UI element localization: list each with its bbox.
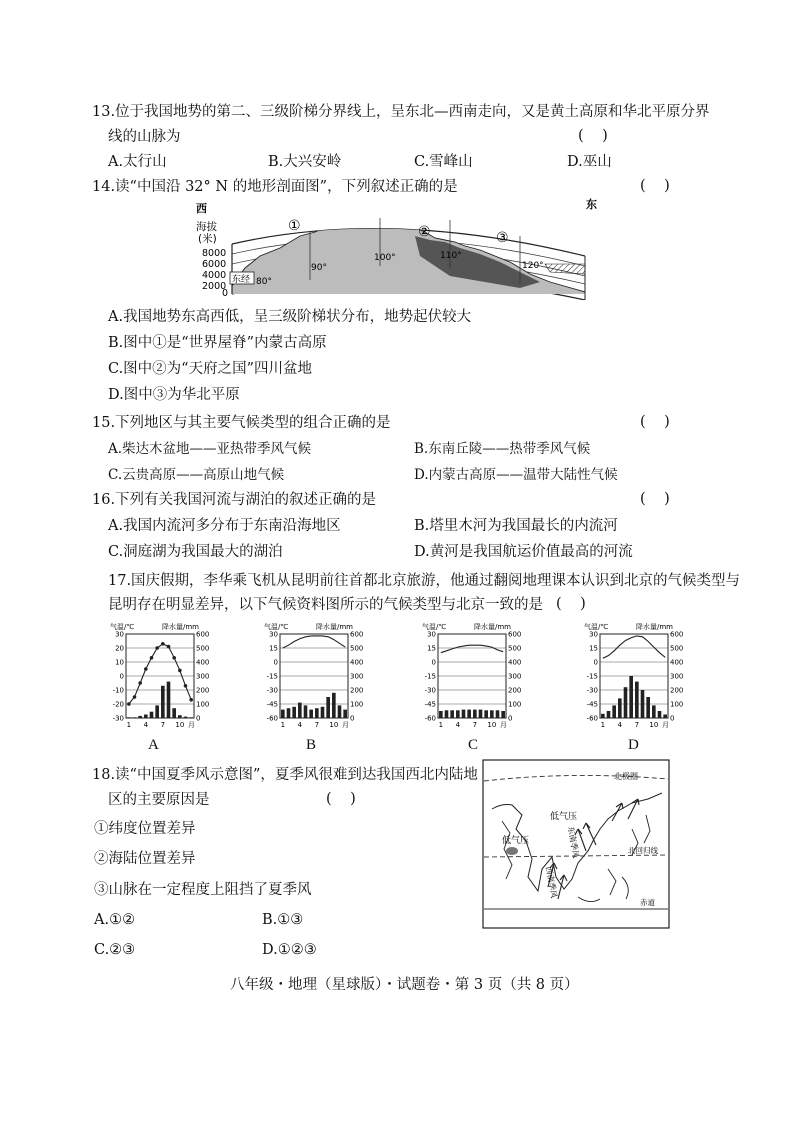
- temp-tick-label: -45: [586, 700, 598, 709]
- precip-bar: [456, 710, 460, 718]
- precip-tick-label: 0: [508, 714, 513, 723]
- precip-bar: [641, 690, 645, 718]
- precip-bar: [607, 711, 611, 718]
- precip-bar: [315, 708, 319, 718]
- temp-tick-label: -45: [266, 700, 278, 709]
- precip-bar: [445, 710, 449, 718]
- q13-answer-paren[interactable]: ( ): [578, 128, 608, 144]
- precip-tick-label: 0: [196, 714, 201, 723]
- precip-tick-label: 100: [508, 700, 522, 709]
- q18-stem-line1: 18.读“中国夏季风示意图”，夏季风很难到达我国西北内陆地: [92, 767, 478, 783]
- month-tick-label: 7: [634, 721, 640, 729]
- month-tick-label: 4: [143, 721, 149, 729]
- precip-bar: [439, 711, 443, 718]
- precip-bar: [184, 717, 188, 718]
- temp-tick-label: 10: [115, 658, 124, 667]
- xtick-90: 90°: [311, 263, 327, 273]
- month-tick-label: 4: [617, 721, 623, 729]
- climate-chart-c: [420, 620, 532, 732]
- precip-tick-label: 200: [196, 686, 210, 695]
- q16-option-b: B.塔里木河为我国最长的内流河: [414, 518, 618, 534]
- month-tick-label: 1: [280, 721, 286, 729]
- temperature-point: [150, 656, 154, 660]
- q16-option-c: C.洞庭湖为我国最大的湖泊: [108, 544, 283, 560]
- month-tick-label: 10: [175, 721, 185, 729]
- precip-bar: [467, 710, 471, 718]
- q15-option-d: D.内蒙古高原——温带大陆性气候: [414, 467, 618, 483]
- temp-tick-label: 15: [269, 644, 278, 653]
- month-tick-label: 4: [297, 721, 303, 729]
- temp-tick-label: -30: [586, 686, 598, 695]
- chart-label-a: A: [148, 737, 159, 753]
- precip-bar: [298, 703, 302, 718]
- temp-tick-label: 0: [593, 658, 598, 667]
- month-tick-label: 7: [314, 721, 320, 729]
- longitude-prefix: 东经: [232, 275, 251, 285]
- xtick-110: 110°: [440, 251, 462, 261]
- precip-bar: [321, 707, 325, 718]
- q18-item-1: ①纬度位置差异: [94, 821, 196, 837]
- month-tick-label: 7: [160, 721, 166, 729]
- temperature-point: [144, 667, 148, 671]
- precip-tick-label: 100: [350, 700, 364, 709]
- precip-tick-label: 100: [670, 700, 684, 709]
- low-pressure-label-1: 低气压: [550, 812, 578, 822]
- xtick-80: 80°: [256, 277, 272, 287]
- precip-tick-label: 400: [508, 658, 522, 667]
- temp-tick-label: -30: [266, 686, 278, 695]
- precip-bar: [292, 707, 296, 718]
- q18-stem-line2: 区的主要原因是: [108, 792, 210, 808]
- chart-label-b: B: [306, 737, 317, 753]
- temperature-point: [155, 646, 159, 650]
- precip-bar: [161, 686, 165, 718]
- precip-tick-label: 300: [196, 672, 210, 681]
- q14-option-d: D.图中③为华北平原: [108, 387, 240, 403]
- precip-axis-title: 降水量/mm: [162, 623, 199, 631]
- low-pressure-label-2: 低气压: [502, 836, 530, 846]
- month-unit-label: 月: [662, 721, 669, 729]
- precip-bar: [338, 705, 342, 718]
- precip-bar: [138, 716, 142, 718]
- temperature-point: [178, 669, 182, 673]
- q16-option-d: D.黄河是我国航运价值最高的河流: [414, 544, 633, 560]
- ytick-6000: 6000: [202, 259, 227, 270]
- temp-tick-label: -60: [424, 714, 436, 723]
- precip-bar: [496, 710, 500, 718]
- precip-tick-label: 300: [670, 672, 684, 681]
- q16-option-a: A.我国内流河多分布于东南沿海地区: [108, 518, 341, 534]
- precip-bar: [501, 711, 505, 718]
- precip-axis-title: 降水量/mm: [474, 623, 511, 631]
- precip-bar: [462, 710, 466, 718]
- q14-stem: 14.读“中国沿 32° N 的地形剖面图”，下列叙述正确的是: [92, 179, 458, 195]
- southwest-monsoon-label: 西南季风: [544, 865, 559, 899]
- xtick-120: 120°: [522, 261, 544, 271]
- q16-answer-paren[interactable]: ( ): [640, 491, 670, 507]
- precip-tick-label: 600: [350, 630, 364, 639]
- summer-monsoon-map: [482, 759, 670, 929]
- elevation-unit: (米): [198, 233, 217, 245]
- xtick-100: 100°: [374, 253, 396, 263]
- q14-option-c: C.图中②为“天府之国”四川盆地: [108, 361, 313, 377]
- q18-option-b: B.①③: [262, 912, 304, 928]
- precip-bar: [144, 715, 148, 719]
- month-tick-label: 10: [649, 721, 659, 729]
- temp-tick-label: -15: [586, 672, 598, 681]
- temperature-point: [184, 684, 188, 688]
- precip-tick-label: 600: [670, 630, 684, 639]
- precip-tick-label: 500: [508, 644, 522, 653]
- temp-tick-label: -20: [112, 700, 124, 709]
- precip-tick-label: 500: [670, 644, 684, 653]
- q18-item-3: ③山脉在一定程度上阻挡了夏季风: [94, 882, 312, 898]
- precip-bar: [326, 697, 330, 718]
- ytick-0: 0: [222, 288, 229, 299]
- precip-bar: [281, 710, 285, 718]
- tropic-label: 北回归线: [628, 846, 658, 855]
- temp-tick-label: 20: [115, 644, 124, 653]
- east-label: 东: [586, 198, 597, 211]
- precip-tick-label: 200: [350, 686, 364, 695]
- q17-answer-paren[interactable]: ( ): [556, 596, 586, 612]
- temp-axis-title: 气温/℃: [422, 623, 447, 631]
- precip-bar: [479, 710, 483, 718]
- temp-tick-label: 0: [431, 658, 436, 667]
- precip-bar: [172, 708, 176, 718]
- precip-bar: [663, 715, 667, 719]
- ytick-2000: 2000: [202, 281, 227, 292]
- q18-option-c: C.②③: [94, 942, 136, 958]
- month-unit-label: 月: [500, 721, 507, 729]
- precip-bar: [178, 715, 182, 718]
- temp-tick-label: 30: [427, 630, 436, 639]
- precip-bar: [601, 714, 605, 718]
- q16-stem: 16.下列有关我国河流与湖泊的叙述正确的是: [92, 492, 377, 508]
- temperature-line: [283, 636, 345, 648]
- precip-bar: [652, 705, 656, 718]
- precip-bar: [484, 710, 488, 718]
- temp-tick-label: -10: [112, 686, 124, 695]
- precip-bar: [658, 711, 662, 718]
- q14-answer-paren[interactable]: ( ): [640, 178, 670, 194]
- precip-tick-label: 0: [350, 714, 355, 723]
- q13-option-d: D.巫山: [567, 154, 612, 170]
- marker-2: ②: [418, 224, 431, 240]
- precip-bar: [287, 708, 291, 718]
- temperature-point: [167, 645, 171, 649]
- q15-option-a: A.柴达木盆地——亚热带季风气候: [108, 441, 312, 457]
- q15-option-c: C.云贵高原——高原山地气候: [108, 467, 285, 483]
- precip-tick-label: 600: [196, 630, 210, 639]
- temperature-line: [441, 645, 503, 653]
- q14-option-a: A.我国地势东高西低，呈三级阶梯状分布，地势起伏较大: [108, 309, 472, 325]
- temp-axis-title: 气温/℃: [584, 623, 609, 631]
- q17-stem-line1: 17.国庆假期，李华乘飞机从昆明前往首都北京旅游，他通过翻阅地理课本认识到北京的气候类型与: [108, 573, 741, 589]
- q18-answer-paren[interactable]: ( ): [326, 791, 356, 807]
- marker-3: ③: [496, 230, 509, 246]
- precip-bar: [167, 682, 171, 718]
- climate-chart-d: [582, 620, 694, 732]
- q13-stem-line2: 线的山脉为: [108, 129, 181, 145]
- month-unit-label: 月: [188, 721, 195, 729]
- precip-tick-label: 0: [670, 714, 675, 723]
- temp-axis-title: 气温/℃: [264, 623, 289, 631]
- marker-1: ①: [288, 218, 301, 234]
- temp-tick-label: -30: [112, 714, 124, 723]
- precip-bar: [155, 705, 159, 718]
- precip-bar: [490, 710, 494, 718]
- precip-tick-label: 300: [508, 672, 522, 681]
- temp-tick-label: -15: [266, 672, 278, 681]
- ytick-4000: 4000: [202, 270, 227, 281]
- month-tick-label: 7: [472, 721, 478, 729]
- precip-axis-title: 降水量/mm: [636, 623, 673, 631]
- elevation-label: 海拔: [196, 221, 217, 233]
- temperature-point: [161, 642, 165, 646]
- precip-tick-label: 200: [670, 686, 684, 695]
- precip-bar: [624, 687, 628, 718]
- temperature-point: [138, 681, 142, 685]
- precip-tick-label: 100: [196, 700, 210, 709]
- precip-bar: [127, 717, 131, 718]
- precip-bar: [618, 698, 622, 718]
- chart-label-d: D: [628, 737, 639, 753]
- q17-stem-line2: 昆明存在明显差异，以下气候资料图所示的气候类型与北京一致的是: [108, 597, 543, 613]
- temp-tick-label: 15: [589, 644, 598, 653]
- temp-tick-label: -15: [424, 672, 436, 681]
- temperature-point: [133, 695, 137, 699]
- q13-option-c: C.雪峰山: [414, 154, 473, 170]
- q14-option-b: B.图中①是“世界屋脊”内蒙古高原: [108, 335, 327, 351]
- temp-tick-label: -45: [424, 700, 436, 709]
- precip-bar: [450, 710, 454, 718]
- month-unit-label: 月: [342, 721, 349, 729]
- ytick-8000: 8000: [202, 248, 227, 259]
- precip-axis-title: 降水量/mm: [316, 623, 353, 631]
- temp-tick-label: -60: [266, 714, 278, 723]
- q15-option-b: B.东南丘陵——热带季风气候: [414, 441, 591, 457]
- temp-tick-label: 30: [115, 630, 124, 639]
- q18-option-d: D.①②③: [262, 942, 317, 958]
- month-tick-label: 1: [438, 721, 444, 729]
- precip-bar: [309, 710, 313, 718]
- precip-bar: [332, 693, 336, 718]
- temperature-point: [189, 698, 193, 702]
- precip-bar: [343, 710, 347, 718]
- temperature-line: [603, 636, 665, 658]
- west-label: 西: [196, 202, 207, 215]
- chart-label-c: C: [468, 737, 479, 753]
- temperature-line: [129, 644, 191, 704]
- climate-chart-b: [262, 620, 374, 732]
- equator-label: 赤道: [640, 898, 655, 907]
- temp-tick-label: -30: [424, 686, 436, 695]
- temp-tick-label: 0: [119, 672, 124, 681]
- terrain-profile-figure: [190, 196, 600, 300]
- q13-stem-line1: 13.位于我国地势的第二、三级阶梯分界线上，呈东北—西南走向，又是黄土高原和华北平原分界: [92, 104, 710, 120]
- precip-tick-label: 500: [350, 644, 364, 653]
- month-tick-label: 1: [126, 721, 132, 729]
- arctic-circle-label: 北极圈: [614, 772, 638, 781]
- precip-tick-label: 400: [670, 658, 684, 667]
- precip-bar: [473, 710, 477, 718]
- precip-bar: [150, 712, 154, 718]
- month-tick-label: 10: [329, 721, 339, 729]
- temp-tick-label: 30: [589, 630, 598, 639]
- precip-tick-label: 500: [196, 644, 210, 653]
- precip-bar: [304, 705, 308, 718]
- precip-tick-label: 600: [508, 630, 522, 639]
- q18-option-a: A.①②: [94, 912, 136, 928]
- precip-bar: [612, 705, 616, 718]
- temp-tick-label: 0: [273, 658, 278, 667]
- precip-tick-label: 400: [196, 658, 210, 667]
- q15-stem: 15.下列地区与其主要气候类型的组合正确的是: [92, 415, 391, 431]
- temp-axis-title: 气温/℃: [110, 623, 135, 631]
- temp-tick-label: -60: [586, 714, 598, 723]
- precip-tick-label: 400: [350, 658, 364, 667]
- precip-bar: [646, 697, 650, 718]
- page-footer: 八年级・地理（星球版）・试题卷・第 3 页（共 8 页）: [230, 977, 579, 993]
- temperature-point: [127, 702, 131, 706]
- southeast-monsoon-label: 东南季风: [566, 825, 581, 859]
- q13-option-b: B.大兴安岭: [268, 154, 342, 170]
- q13-option-a: A.太行山: [108, 154, 167, 170]
- precip-bar: [635, 682, 639, 718]
- temperature-point: [172, 656, 176, 660]
- month-tick-label: 10: [487, 721, 497, 729]
- precip-bar: [133, 717, 137, 718]
- temp-tick-label: 15: [427, 644, 436, 653]
- month-tick-label: 4: [455, 721, 461, 729]
- temp-tick-label: 30: [269, 630, 278, 639]
- precip-tick-label: 200: [508, 686, 522, 695]
- q15-answer-paren[interactable]: ( ): [640, 414, 670, 430]
- climate-chart-a: [108, 620, 220, 732]
- precip-bar: [629, 676, 633, 718]
- precip-tick-label: 300: [350, 672, 364, 681]
- q18-item-2: ②海陆位置差异: [94, 851, 196, 867]
- precip-bar: [189, 717, 193, 718]
- month-tick-label: 1: [600, 721, 606, 729]
